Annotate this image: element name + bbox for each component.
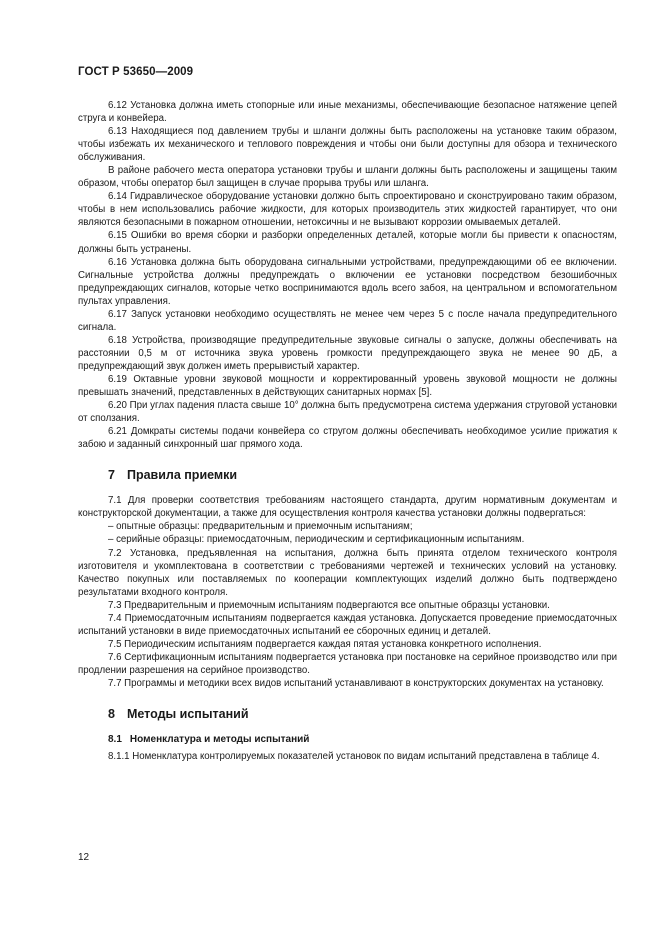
standard-header: ГОСТ Р 53650—2009: [78, 66, 194, 78]
page-number: 12: [78, 852, 90, 863]
paragraph-7-6: 7.6 Сертификационным испытаниям подвергается установка при постановке на серийное производство или при продлении разрешения на серийное производство.: [78, 651, 617, 676]
paragraph-6-20: 6.20 При углах падения пласта свыше 10° должна быть предусмотрена система удержания струговой установки от сползания.: [78, 400, 617, 425]
paragraph-6-15: 6.15 Ошибки во время сборки и разборки определенных деталей, которые могли бы привести к опасностям, должны быть устранены.: [78, 230, 617, 255]
list-item-serial: – серийные образцы: приемосдаточным, периодическим и сертификационным испытаниям.: [108, 534, 525, 546]
paragraph-6-19: 6.19 Октавные уровни звуковой мощности и корректированный уровень звуковой мощности не должны превышать значений, представленных в действующих санитарных нормах [5].: [78, 373, 617, 399]
paragraph-7-4: 7.4 Приемосдаточным испытаниям подвергается каждая установка. Допускается проведение приемосдаточных испытаний установки в виде приемосдаточных испытаний ее сборочных единиц и деталей.: [78, 612, 617, 637]
paragraph-6-16: 6.16 Установка должна быть оборудована сигнальными устройствами, предупреждающими об ее включении. Сигнальные устройства должны предупреждать о включении ее установки посредством безошибочных предупреждающих сигналов, которые четко воспринимаются вдоль всего забоя, на центральном и вспомогательном пультах управления.: [78, 256, 617, 307]
section-7-title: Правила приемки: [126, 468, 238, 483]
paragraph-7-2: 7.2 Установка, предъявленная на испытания, должна быть принята отделом технического контроля изготовителя и укомплектована в соответствии с требованиями чертежей и технических условий на установку. Качество покупных или поставляемых по кооперации комплектующих изделий должно быть подтверждено результатами входного контроля.: [78, 547, 617, 598]
paragraph-7-7: 7.7 Программы и методики всех видов испытаний устанавливают в конструкторских документах на установку.: [108, 677, 604, 689]
section-8-number: 8: [108, 707, 115, 722]
paragraph-7-1: 7.1 Для проверки соответствия требованиям настоящего стандарта, другим нормативным документам и конструкторской документации, а также для осуществления контроля качества установки должны подвергаться:: [78, 495, 617, 520]
paragraph-6-18: 6.18 Устройства, производящие предупредительные звуковые сигналы о запуске, должны обеспечивать на расстоянии 0,5 м от источника звука уровень громкости предупреждающего звука не менее 90 дБ, а предупреждающий звук должен иметь прерывистый характер.: [78, 334, 617, 372]
paragraph-7-5: 7.5 Периодическим испытаниям подвергается каждая пятая установка конкретного исполнения.: [108, 638, 542, 650]
section-8-title: Методы испытаний: [126, 707, 249, 722]
subsection-8-1-title: Номенклатура и методы испытаний: [129, 734, 310, 746]
paragraph-7-3: 7.3 Предварительным и приемочным испытаниям подвергаются все опытные образцы установки.: [108, 599, 550, 611]
page-content: [78, 99, 617, 763]
subsection-8-1-heading: [108, 733, 617, 746]
subsection-8-1-number: 8.1: [108, 734, 122, 746]
paragraph-6-13: 6.13 Находящиеся под давлением трубы и шланги должны быть расположены на установке таким образом, чтобы избежать их механического и теплового повреждения и чтобы они были доступны для обзора и технического обслуживания.: [78, 126, 617, 164]
paragraph-6-17: 6.17 Запуск установки необходимо осуществлять не менее чем через 5 с после начала предупредительного сигнала.: [78, 308, 617, 333]
paragraph-6-13-cont: В районе рабочего места оператора установки трубы и шланги должны быть расположены и защищены таким образом, чтобы оператор был защищен в случае прорыва трубы или шланга.: [78, 165, 617, 190]
section-7-heading: [108, 469, 617, 482]
paragraph-6-12: 6.12 Установка должна иметь стопорные или иные механизмы, обеспечивающие безопасное натяжение цепей струга и конвейера.: [78, 100, 617, 125]
paragraph-8-1-1: 8.1.1 Номенклатура контролируемых показателей установок по видам испытаний представлена в таблице 4.: [108, 751, 600, 763]
paragraph-6-14: 6.14 Гидравлическое оборудование установки должно быть спроектировано и сконструировано таким образом, чтобы в нем использовались рабочие жидкости, для которых производитель этих жидкостей гарантирует, что они являются безопасными в пожарном отношении, нетоксичны и не вызывают коррозии омываемых деталей.: [78, 191, 617, 229]
section-7-number: 7: [108, 468, 115, 483]
paragraph-6-21: 6.21 Домкраты системы подачи конвейера со стругом должны обеспечивать необходимое усилие прижатия к забою и заданный синхронный шаг прямого хода.: [78, 426, 617, 451]
section-8-heading: [108, 708, 617, 721]
list-item-prototypes: – опытные образцы: предварительным и приемочным испытаниям;: [108, 521, 413, 533]
